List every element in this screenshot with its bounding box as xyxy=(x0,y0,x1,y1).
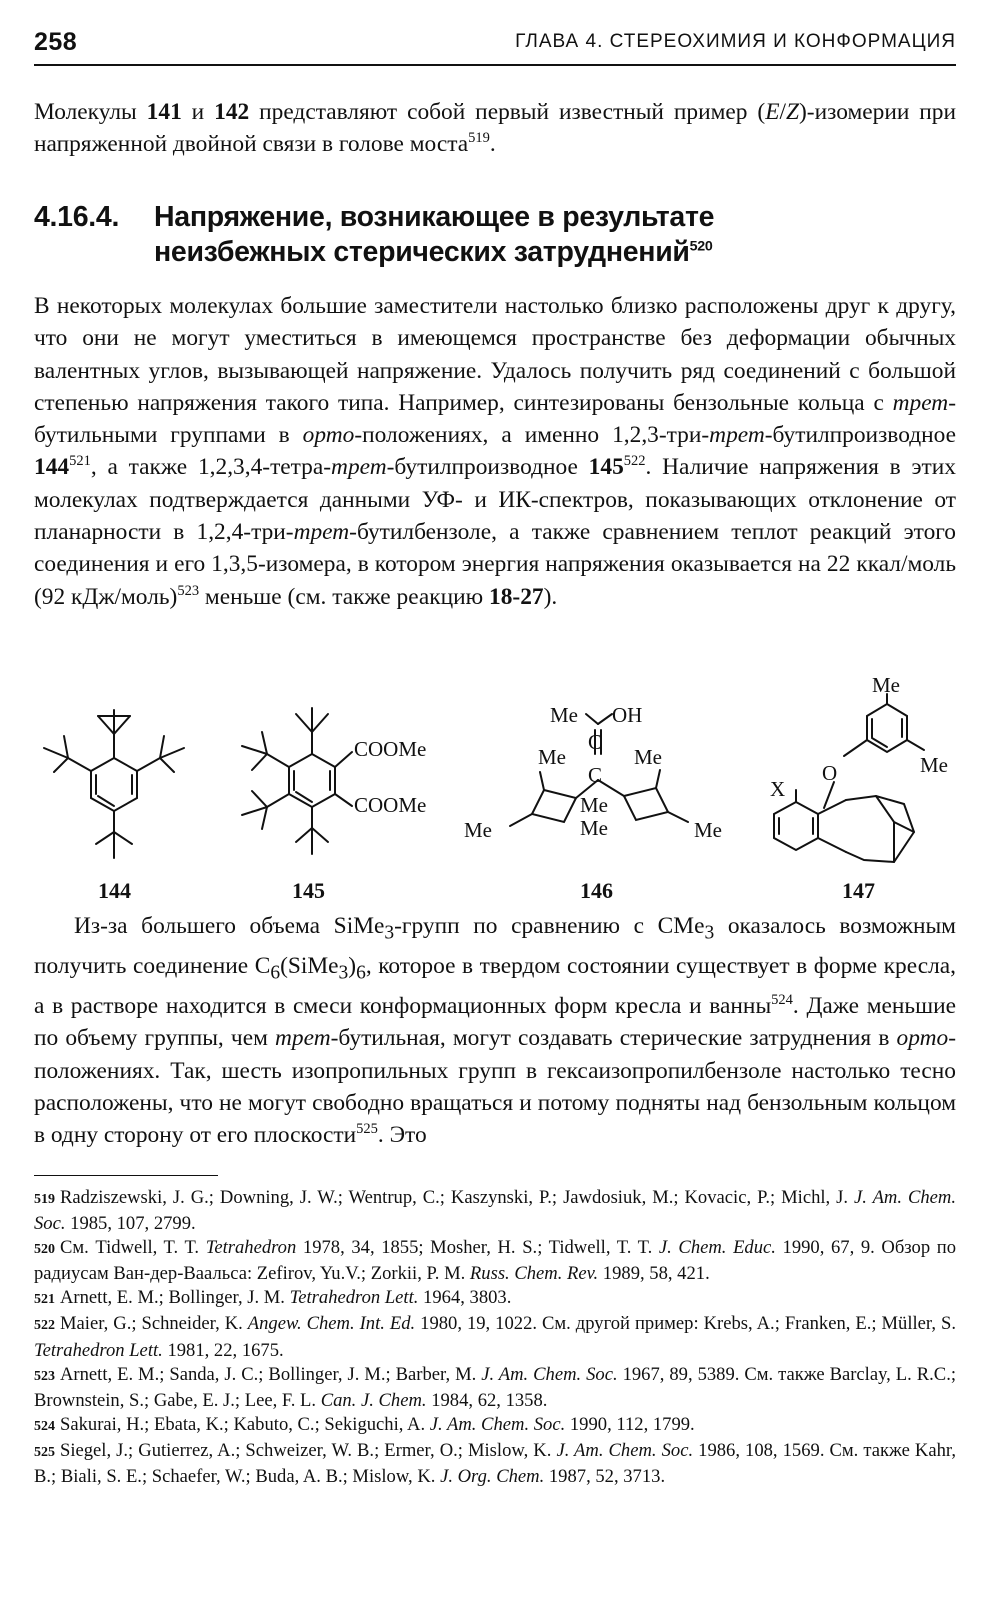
footnote-524: 524 Sakurai, H.; Ebata, K.; Kabuto, C.; Sekiguchi, A. J. Am. Chem. Soc. 1990, 112, 1799. xyxy=(34,1413,695,1435)
footnote-521: 521 Arnett, E. M.; Bollinger, J. M. Tetrahedron Lett. 1964, 3803. xyxy=(34,1287,512,1309)
footnote-ref: 520 xyxy=(689,238,713,255)
label-146-me-left: Me xyxy=(538,745,566,769)
label-146-me-center2: Me xyxy=(580,816,608,840)
intro-paragraph: Молекулы 141 и 142 представляют собой первый известный пример (E/Z)-изомерии при напряженной двойной связи в голове моста$^{519}$. xyxy=(34,99,957,158)
running-head xyxy=(34,28,956,66)
section-title: Напряжение, возникающее в результате неизбежных стерических затруднений$^{520}$ xyxy=(154,201,715,268)
label-146-c-upper: C xyxy=(588,730,603,754)
label-146-me-center1: Me xyxy=(580,793,608,817)
label-146-me-top: Me xyxy=(550,703,578,727)
section-number: 4.16.4. xyxy=(34,201,120,233)
structure-144 xyxy=(44,710,184,858)
compound-label-147: 147 xyxy=(842,878,875,903)
page-number: 258 xyxy=(34,28,78,56)
label-146-me-ring-right: Me xyxy=(694,818,722,842)
footnote-519: 519 Radziszewski, J. G.; Downing, J. W.; Wentrup, C.; Kaszynski, P.; Jawdosiuk, M.; Kovacic, P.; Michl, J. J. Am. Chem. Soc. 1985, 107, 2799. xyxy=(34,1187,956,1235)
label-146-me-right: Me xyxy=(634,745,662,769)
body-paragraph-2: Из-за большего объема SiMe$_3$-групп по сравнению с CMe$_3$ оказалось возможным получить соединение $C_6(SiMe_3)_6$, которое в твердом состоянии существует в форме кресла, а в растворе находится в смеси конформационных форм кресла и ванны$^{524}$. Даже меньшие по объему группы, чем трет-бутильная, могут создавать стерические затруднения в орто-положениях. Так, шесть изопропильных групп в гексаизопропилбензоле настолько тесно расположены, что не могут свободно вращаться и потому подняты над бензольным кольцом в одну сторону от его плоскости$^{525}$. Это xyxy=(34,913,956,1149)
label-145-cooMe-bottom: COOMe xyxy=(354,793,427,817)
label-147-x: X xyxy=(770,777,786,801)
footnote-rule xyxy=(34,1175,218,1176)
label-146-c-lower: C xyxy=(588,763,603,787)
compound-label-146: 146 xyxy=(580,878,613,903)
label-147-o: O xyxy=(822,761,838,785)
footnotes xyxy=(34,1186,956,1489)
footnote-525: 525 Siegel, J.; Gutierrez, A.; Schweizer, W. B.; Ermer, O.; Mislow, K. J. Am. Chem. Soc. 1986, 108, 1569. См. также Kahr, B.; Biali, S. E.; Schaefer, W.; Buda, A. B.; Mislow, K. J. Org. Chem. 1987, 52, 3713. xyxy=(34,1439,956,1488)
book-page xyxy=(34,0,956,1600)
label-147-me-right: Me xyxy=(920,753,948,777)
label-147-me-top: Me xyxy=(872,673,900,697)
chemical-structures-figure xyxy=(34,672,956,908)
label-146-me-ring-left: Me xyxy=(464,818,492,842)
footnote-522: 522 Maier, G.; Schneider, K. Angew. Chem. Int. Ed. 1980, 19, 1022. См. другой пример: Krebs, A.; Franken, E.; Müller, S. Tetrahedron Lett. 1981, 22, 1675. xyxy=(34,1313,956,1361)
footnote-520: 520 См. Tidwell, T. T. Tetrahedron 1978, 34, 1855; Mosher, H. S.; Tidwell, T. T. J. Chem. Educ. 1990, 67, 9. Обзор по радиусам Ван-дер-Ваальса: Zefirov, Yu.V.; Zorkii, P. M. Russ. Chem. Rev. 1989, 58, 421. xyxy=(34,1237,956,1285)
label-146-oh: OH xyxy=(612,703,643,727)
label-145-cooMe-top: COOMe xyxy=(354,737,427,761)
chapter-title: ГЛАВА 4. СТЕРЕОХИМИЯ И КОНФОРМАЦИЯ xyxy=(515,31,956,52)
compound-label-145: 145 xyxy=(292,878,325,903)
structure-145 xyxy=(242,708,352,854)
compound-label-144: 144 xyxy=(98,878,131,903)
footnote-ref: 519 xyxy=(468,130,490,147)
footnote-523: 523 Arnett, E. M.; Sanda, J. C.; Bollinger, J. M.; Barber, M. J. Am. Chem. Soc. 1967, 89, 5389. См. также Barclay, L. R.C.; Brownstein, S.; Gabe, E. J.; Lee, F. L. Can. J. Chem. 1984, 62, 1358. xyxy=(34,1363,957,1411)
body-paragraph-1: В некоторых молекулах большие заместители настолько близко расположены друг к другу, что они не могут уместиться в имеющемся пространстве без деформации обычных валентных углов, вызывающей напряжение. Удалось получить ряд соединений с большой степенью напряжения такого типа. Например, синтезированы бензольные кольца с трет-бутильными группами в орто-положениях, а именно 1,2,3-три-трет-бутилпроизводное $144^{521}$, а также 1,2,3,4-тетра-трет-бутилпроизводное $145^{522}$. Наличие напряжения в этих молекулах подтверждается данными УФ- и ИК-спектров, показывающих отклонение от планарности в 1,2,4-три-трет-бутилбензоле, а также сравнением теплот реакций этого соединения и его 1,3,5-изомера, в котором энергия напряжения оказывается на 22 ккал/моль (92 кДж/моль)$^{523}$ меньше (см. также реакцию 18-27). xyxy=(34,293,956,610)
structure-147 xyxy=(774,694,924,862)
